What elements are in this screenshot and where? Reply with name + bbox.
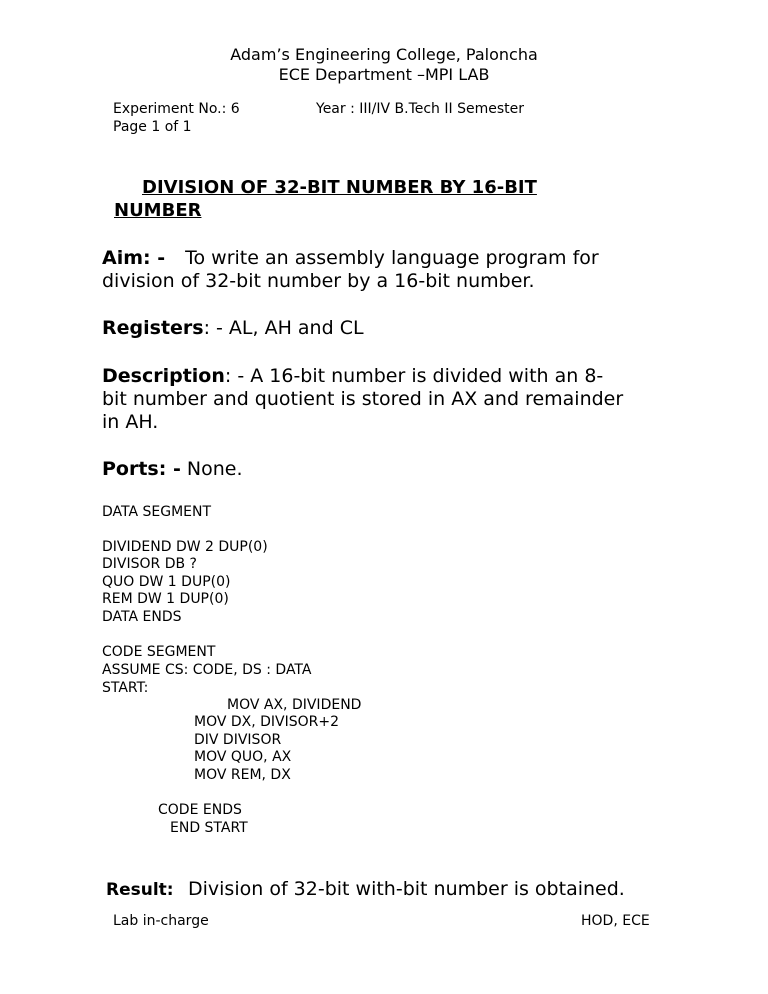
code-line: DATA SEGMENT — [102, 504, 212, 520]
code-line: DATA ENDS — [102, 609, 182, 625]
code-line: QUO DW 1 DUP(0) — [102, 574, 231, 590]
lab-in-charge-signature: Lab in-charge — [113, 913, 209, 929]
description-text-3: in AH. — [102, 411, 159, 433]
college-name: Adam’s Engineering College, Paloncha — [230, 45, 538, 64]
year-semester: Year : III/IV B.Tech II Semester — [316, 101, 524, 117]
department-name: ECE Department –MPI LAB — [278, 65, 490, 84]
page-title-line-2: NUMBER — [114, 200, 202, 221]
aim-label: Aim: - — [102, 247, 166, 269]
code-line: START: — [102, 680, 149, 696]
ports-line — [102, 458, 243, 481]
code-line: CODE SEGMENT — [102, 644, 216, 660]
description-text-2: bit number and quotient is stored in AX and remainder — [102, 388, 624, 410]
code-line: MOV REM, DX — [194, 767, 291, 783]
code-line: CODE ENDS — [158, 802, 242, 818]
code-line: MOV QUO, AX — [194, 749, 292, 765]
registers-text: : - AL, AH and CL — [203, 317, 364, 339]
aim-line-1 — [102, 247, 599, 270]
page-number: Page 1 of 1 — [113, 119, 192, 135]
code-line: ASSUME CS: CODE, DS : DATA — [102, 662, 312, 678]
code-line: END START — [170, 820, 248, 836]
hod-signature: HOD, ECE — [581, 913, 650, 929]
description-text-1: : - A 16-bit number is divided with an 8- — [224, 365, 604, 387]
ports-label: Ports: - — [102, 458, 181, 480]
description-label: Description — [102, 365, 225, 387]
code-line: MOV AX, DIVIDEND — [227, 697, 362, 713]
description-line-1 — [102, 365, 603, 388]
registers-label: Registers — [102, 317, 204, 339]
result-text: Division of 32-bit with-bit number is obtained. — [188, 878, 625, 900]
code-line: DIVIDEND DW 2 DUP(0) — [102, 539, 268, 555]
aim-text-1: To write an assembly language program for — [185, 247, 599, 269]
ports-text: None. — [180, 458, 243, 480]
page-title-line-1: DIVISION OF 32-BIT NUMBER BY 16-BIT — [142, 177, 537, 198]
code-line: MOV DX, DIVISOR+2 — [194, 714, 340, 730]
code-line: DIVISOR DB ? — [102, 556, 197, 572]
result-label: Result: — [106, 880, 174, 900]
registers-line — [102, 317, 364, 340]
code-line: DIV DIVISOR — [194, 732, 282, 748]
aim-text-2: division of 32-bit number by a 16-bit number. — [102, 270, 535, 292]
experiment-number: Experiment No.: 6 — [113, 101, 240, 117]
code-line: REM DW 1 DUP(0) — [102, 591, 229, 607]
